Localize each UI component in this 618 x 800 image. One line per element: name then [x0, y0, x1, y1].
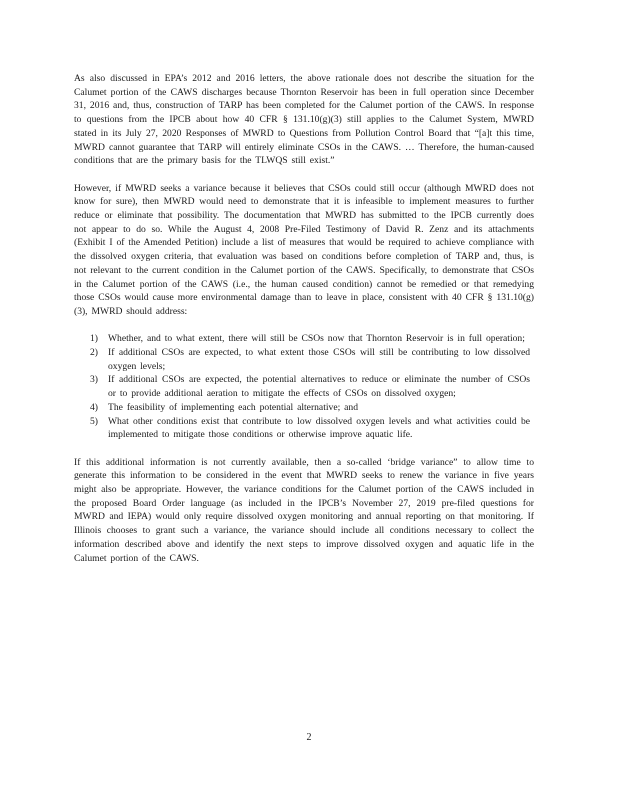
list-item — [74, 332, 530, 346]
list-item — [74, 415, 530, 442]
document-body — [74, 72, 534, 579]
page-number: 2 — [306, 732, 312, 743]
list-item-text: The feasibility of implementing each potential alternative; and — [108, 401, 358, 413]
paragraph-variance-demonstration: However, if MWRD seeks a variance because it believes that CSOs could still occur (although MWRD does not know for sure), then MWRD would need to demonstrate that it is infeasible to implement measures to further reduce or eliminate that possibility. The documentation that MWRD has submitted to the IPCB currently does not appear to do so. While the August 4, 2008 Pre-Filed Testimony of David R. Zenz and its attachments (Exhibit I of the Amended Petition) include a list of measures that would be required to achieve compliance with the dissolved oxygen criteria, that evaluation was based on conditions before completion of TARP and, thus, is not relevant to the current condition in the Calumet portion of the CAWS. Specifically, to demonstrate that CSOs in the Calumet portion of the CAWS (i.e., the human caused condition) cannot be remedied or that remedying those CSOs would cause more environmental damage than to leave in place, consistent with 40 CFR § 131.10(g)(3), MWRD should address: — [74, 182, 534, 317]
list-item — [74, 373, 530, 400]
paragraph-epa-letters: As also discussed in EPA’s 2012 and 2016 letters, the above rationale does not describe the situation for the Calumet portion of the CAWS discharges because Thornton Reservoir has been in full operation since December 31, 2016 and, thus, construction of TARP has been completed for the Calumet portion of the CAWS. In response to questions from the IPCB about how 40 CFR § 131.10(g)(3) still applies to the Calumet System, MWRD stated in its July 27, 2020 Responses of MWRD to Questions from Pollution Control Board that “[a]t this time, MWRD cannot guarantee that TARP will entirely eliminate CSOs in the CAWS. … Therefore, the human-caused conditions that are the primary basis for the TLWQS still exist.” — [74, 73, 534, 167]
paragraph-bridge-variance: If this additional information is not currently available, then a so-called ‘bridge variance” to allow time to generate this information to be considered in the event that MWRD seeks to renew the variance in five years might also be appropriate. However, the variance conditions for the Calumet portion of the CAWS included in the proposed Board Order language (as included in the IPCB’s November 27, 2019 pre-filed questions for MWRD and IEPA) would only require dissolved oxygen monitoring and annual reporting on that monitoring. If Illinois chooses to grant such a variance, the variance should include all conditions necessary to collect the information described above and identify the next steps to improve dissolved oxygen and aquatic life in the Calumet portion of the CAWS. — [74, 456, 534, 564]
list-item-text: What other conditions exist that contribute to low dissolved oxygen levels and what activities could be implemented to mitigate those conditions or otherwise improve aquatic life. — [108, 415, 530, 441]
list-item-number: 3) — [90, 374, 98, 386]
list-item-number: 2) — [90, 347, 98, 359]
list-item-text: If additional CSOs are expected, to what extent those CSOs will still be contributing to low dissolved oxygen levels; — [108, 347, 530, 372]
list-item-number: 1) — [90, 333, 98, 345]
list-item — [74, 346, 530, 373]
list-item-text: Whether, and to what extent, there will still be CSOs now that Thornton Reservoir is in full operation; — [108, 333, 525, 345]
measures-list — [74, 332, 534, 442]
list-item — [74, 401, 530, 415]
list-item-number: 4) — [90, 401, 98, 413]
list-item-text: If additional CSOs are expected, the potential alternatives to reduce or eliminate the number of CSOs or to provide additional aeration to mitigate the effects of CSOs on dissolved oxygen; — [108, 374, 530, 400]
list-item-number: 5) — [90, 415, 98, 427]
